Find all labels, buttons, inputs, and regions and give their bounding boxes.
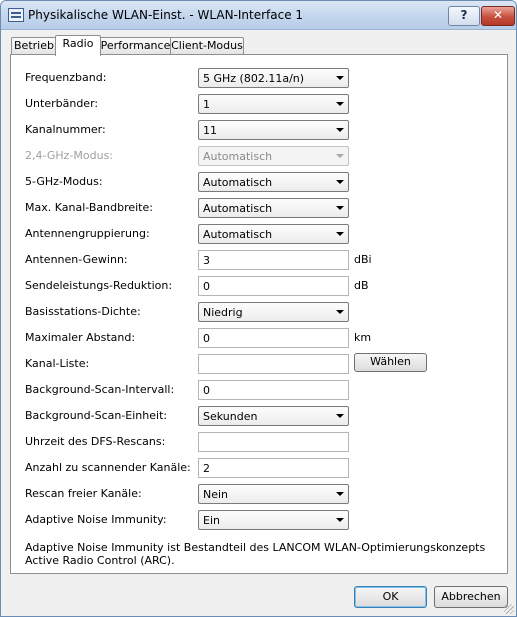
24ghz-modus-label: 2,4-GHz-Modus: <box>25 149 114 162</box>
row-kanal-liste <box>11 354 507 374</box>
adaptive-noise-immunity-label: Adaptive Noise Immunity: <box>25 513 167 526</box>
basisstations-dichte-label: Basisstations-Dichte: <box>25 305 141 318</box>
row-sendeleistung <box>11 276 507 296</box>
radio-settings-panel <box>10 54 508 574</box>
row-antennengruppierung <box>11 224 507 244</box>
5ghz-modus-select[interactable]: Automatisch <box>198 172 349 192</box>
row-frequenzband <box>11 68 507 88</box>
row-anzahl-kanaele <box>11 458 507 478</box>
row-scan-einheit <box>11 406 507 426</box>
resize-grip-icon[interactable] <box>504 604 514 614</box>
unterbaender-label: Unterbänder: <box>25 97 99 110</box>
antennengruppierung-select[interactable]: Automatisch <box>198 224 349 244</box>
row-dfs-rescan <box>11 432 507 452</box>
kanal-liste-input[interactable] <box>198 354 349 374</box>
maximaler-abstand-label: Maximaler Abstand: <box>25 331 136 344</box>
scan-intervall-input[interactable]: 0 <box>198 380 349 400</box>
anzahl-kanaele-input[interactable]: 2 <box>198 458 349 478</box>
chevron-down-icon <box>336 492 344 496</box>
kanal-liste-label: Kanal-Liste: <box>25 357 90 370</box>
chevron-down-icon <box>336 232 344 236</box>
chevron-down-icon <box>336 414 344 418</box>
close-button[interactable] <box>481 6 515 26</box>
title-bar <box>1 1 516 30</box>
maximaler-abstand-unit: km <box>354 331 372 344</box>
adaptive-noise-immunity-select[interactable]: Ein <box>198 510 349 530</box>
row-kanal-bandbreite <box>11 198 507 218</box>
rescan-frei-label: Rescan freier Kanäle: <box>25 487 142 500</box>
chevron-down-icon <box>336 128 344 132</box>
unterbaender-select[interactable]: 1 <box>198 94 349 114</box>
close-icon: ✕ <box>492 8 504 22</box>
row-scan-intervall <box>11 380 507 400</box>
chevron-down-icon <box>336 76 344 80</box>
tab-radio[interactable]: Radio <box>55 35 101 56</box>
row-rescan-frei <box>11 484 507 504</box>
row-maximaler-abstand <box>11 328 507 348</box>
antennen-gewinn-unit: dBi <box>354 253 372 266</box>
scan-einheit-label: Background-Scan-Einheit: <box>25 409 168 422</box>
row-basisstations-dichte <box>11 302 507 322</box>
frequenzband-select[interactable]: 5 GHz (802.11a/n) <box>198 68 349 88</box>
cancel-button[interactable]: Abbrechen <box>434 586 508 608</box>
kanal-bandbreite-select[interactable]: Automatisch <box>198 198 349 218</box>
help-button[interactable]: ? <box>448 6 480 26</box>
dfs-rescan-label: Uhrzeit des DFS-Rescans: <box>25 435 166 448</box>
scan-einheit-select[interactable]: Sekunden <box>198 406 349 426</box>
row-antennen-gewinn <box>11 250 507 270</box>
antennengruppierung-label: Antennengruppierung: <box>25 227 150 240</box>
tab-betrieb[interactable]: Betrieb <box>11 37 57 55</box>
tab-client-modus[interactable]: Client-Modus <box>170 37 244 55</box>
row-unterbaender <box>11 94 507 114</box>
kanal-bandbreite-label: Max. Kanal-Bandbreite: <box>25 201 153 214</box>
24ghz-modus-select: Automatisch <box>198 146 349 166</box>
maximaler-abstand-input[interactable]: 0 <box>198 328 349 348</box>
row-24ghz-modus <box>11 146 507 166</box>
window-title: Physikalische WLAN-Einst. - WLAN-Interface 1 <box>28 8 304 22</box>
app-window-icon <box>8 8 24 22</box>
ok-button[interactable]: OK <box>354 586 427 608</box>
chevron-down-icon <box>336 518 344 522</box>
antennen-gewinn-input[interactable]: 3 <box>198 250 349 270</box>
chevron-down-icon <box>336 310 344 314</box>
sendeleistung-input[interactable]: 0 <box>198 276 349 296</box>
sendeleistung-unit: dB <box>354 279 369 292</box>
scan-intervall-label: Background-Scan-Intervall: <box>25 383 175 396</box>
row-kanalnummer <box>11 120 507 140</box>
chevron-down-icon <box>336 206 344 210</box>
5ghz-modus-label: 5-GHz-Modus: <box>25 175 103 188</box>
kanalnummer-label: Kanalnummer: <box>25 123 106 136</box>
sendeleistung-label: Sendeleistungs-Reduktion: <box>25 279 173 292</box>
frequenzband-label: Frequenzband: <box>25 71 107 84</box>
rescan-frei-select[interactable]: Nein <box>198 484 349 504</box>
waehlen-button[interactable]: Wählen <box>354 353 427 372</box>
antennen-gewinn-label: Antennen-Gewinn: <box>25 253 128 266</box>
row-adaptive-noise-immunity <box>11 510 507 530</box>
chevron-down-icon <box>336 180 344 184</box>
basisstations-dichte-select[interactable]: Niedrig <box>198 302 349 322</box>
row-5ghz-modus <box>11 172 507 192</box>
info-note: Adaptive Noise Immunity ist Bestandteil des LANCOM WLAN-Optimierungskonzepts Active Radio Control (ARC). <box>25 541 486 567</box>
dfs-rescan-input[interactable] <box>198 432 349 452</box>
kanalnummer-select[interactable]: 11 <box>198 120 349 140</box>
tab-performance[interactable]: Performance <box>99 37 172 55</box>
chevron-down-icon <box>336 102 344 106</box>
chevron-down-icon <box>336 154 344 158</box>
anzahl-kanaele-label: Anzahl zu scannender Kanäle: <box>25 461 191 474</box>
